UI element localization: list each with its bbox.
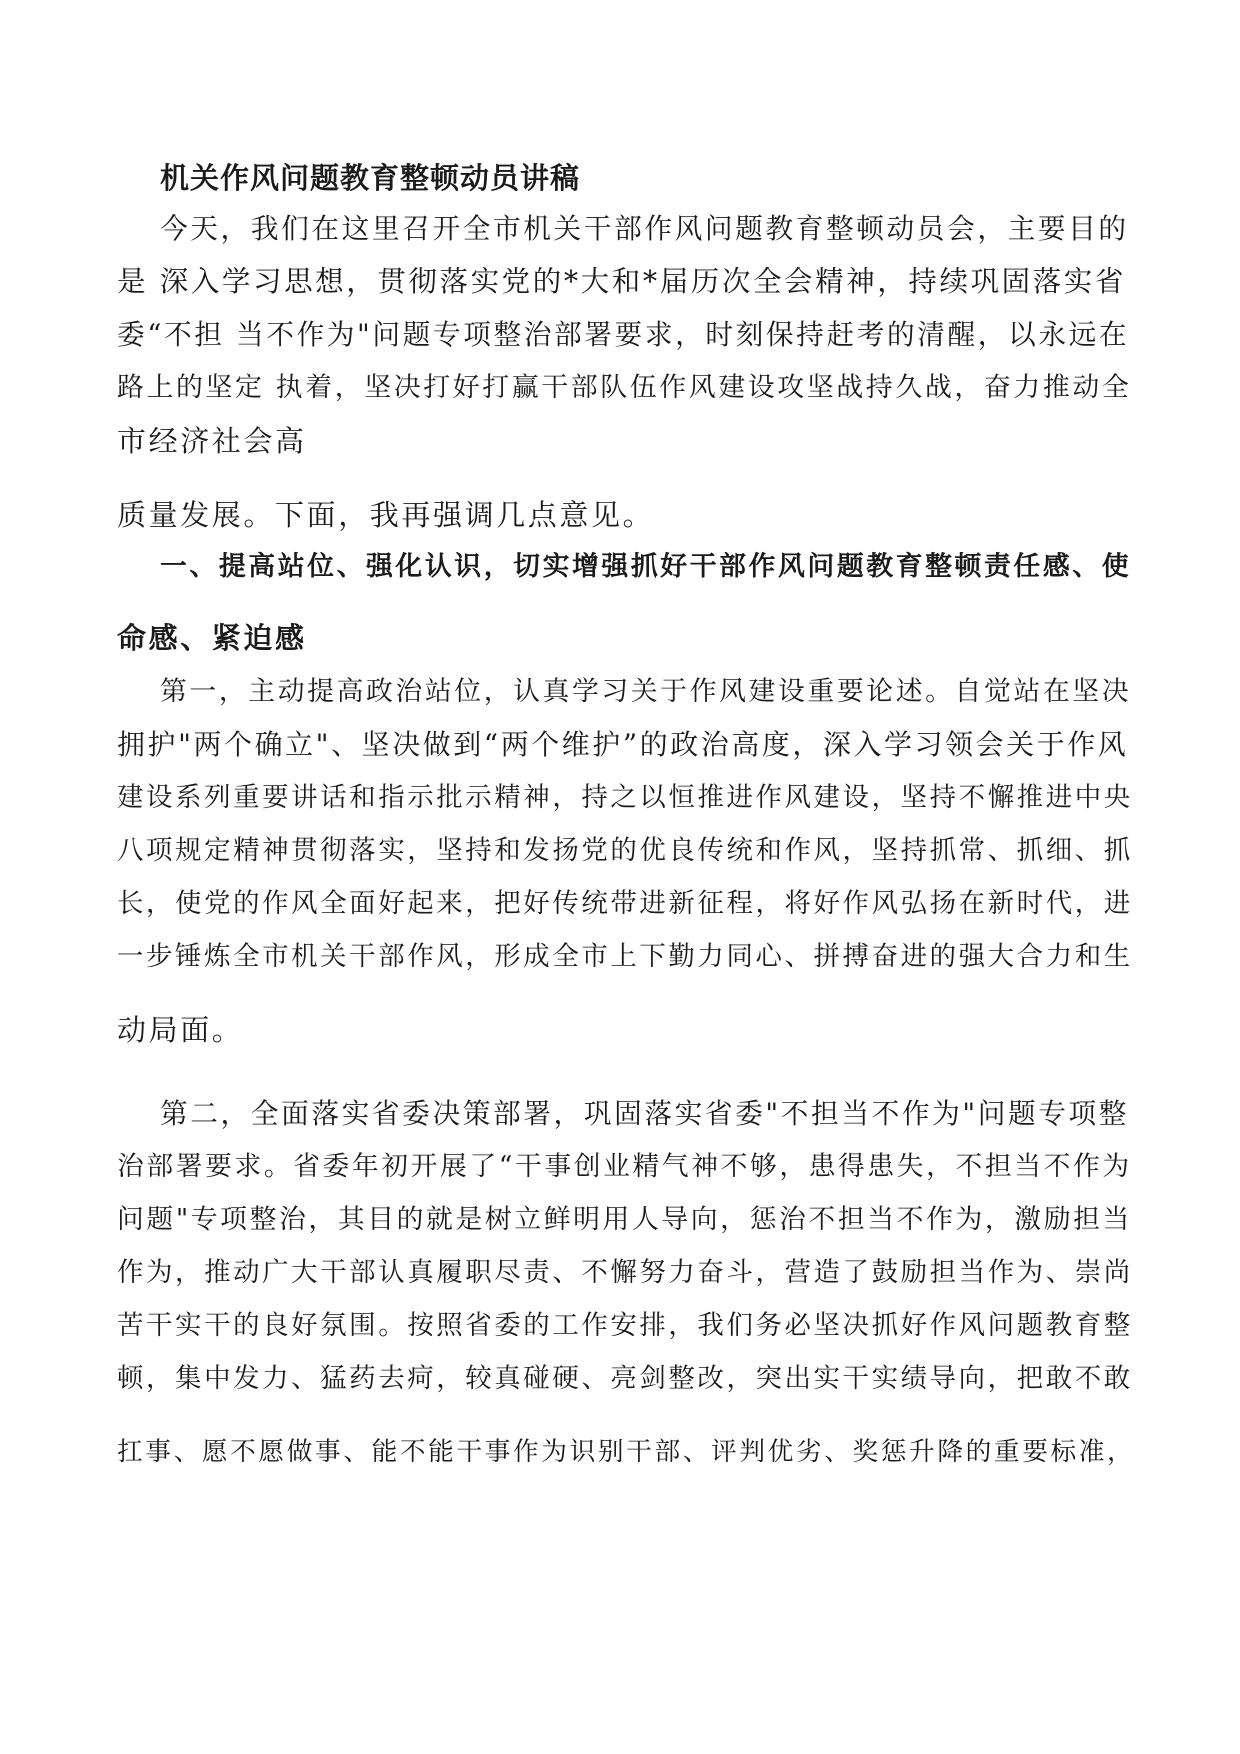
intro-line: 委“不担 当不作为"问题专项整治部署要求，时刻保持赶考的清醒，以永远在 [117, 318, 1130, 351]
paragraph-line: 第一，主动提高政治站位，认真学习关于作风建设重要论述。自觉站在坚决 [160, 676, 1132, 707]
intro-line: 质量发展。下面，我再强调几点意见。 [117, 498, 655, 532]
intro-line: 路上的坚定 执着，坚决打好打赢干部队伍作风建设攻坚战持久战，奋力推动全 [117, 372, 1132, 403]
document-title: 机关作风问题教育整顿动员讲稿 [160, 161, 581, 195]
intro-line: 今天，我们在这里召开全市机关干部作风问题教育整顿动员会，主要目的 [160, 212, 1129, 245]
paragraph-line: 作为，推动广大干部认真履职尽责、不懈努力奋斗，营造了鼓励担当作为、崇尚 [117, 1257, 1133, 1288]
paragraph-line: 问题"专项整治，其目的就是树立鲜明用人导向，惩治不担当不作为，激励担当 [117, 1204, 1132, 1235]
intro-line: 是 深入学习思想，贯彻落实党的*大和*届历次全会精神，持续巩固落实省 [117, 265, 1126, 298]
paragraph-line: 第二，全面落实省委决策部署，巩固落实省委"不担当不作为"问题专项整 [160, 1097, 1130, 1130]
paragraph-line: 建设系列重要讲话和指示批示精神，持之以恒推进作风建设，坚持不懈推进中央 [117, 782, 1133, 813]
paragraph-line: 长，使党的作风全面好起来，把好传统带进新征程，将好作风弘扬在新时代，进 [117, 888, 1133, 919]
paragraph-line: 八项规定精神贯彻落实，坚持和发扬党的优良传统和作风，坚持抓常、抓细、抓 [117, 835, 1133, 866]
section-heading: 命感、紧迫感 [117, 621, 307, 655]
paragraph-line: 顿，集中发力、猛药去疴，较真碰硬、亮剑整改，突出实干实绩导向，把敢不敢 [117, 1363, 1133, 1394]
paragraph-line: 一步锤炼全市机关干部作风，形成全市上下勤力同心、拼搏奋进的强大合力和生 [117, 941, 1133, 972]
paragraph-line: 苦干实干的良好氛围。按照省委的工作安排，我们务必坚决抓好作风问题教育整 [117, 1310, 1133, 1341]
paragraph-line: 动局面。 [117, 1013, 244, 1047]
section-heading: 一、提高站位、强化认识，切实增强抓好干部作风问题教育整顿责任感、使 [160, 551, 1132, 582]
paragraph-line: 扛事、愿不愿做事、能不能干事作为识别干部、评判优劣、奖惩升降的重要标准， [117, 1437, 1136, 1467]
intro-line: 市经济社会高 [117, 424, 307, 458]
paragraph-line: 拥护"两个确立"、坚决做到“两个维护”的政治高度，深入学习领会关于作风 [117, 728, 1129, 761]
paragraph-line: 治部署要求。省委年初开展了“干事创业精气神不够，患得患失，不担当不作为 [117, 1151, 1132, 1182]
